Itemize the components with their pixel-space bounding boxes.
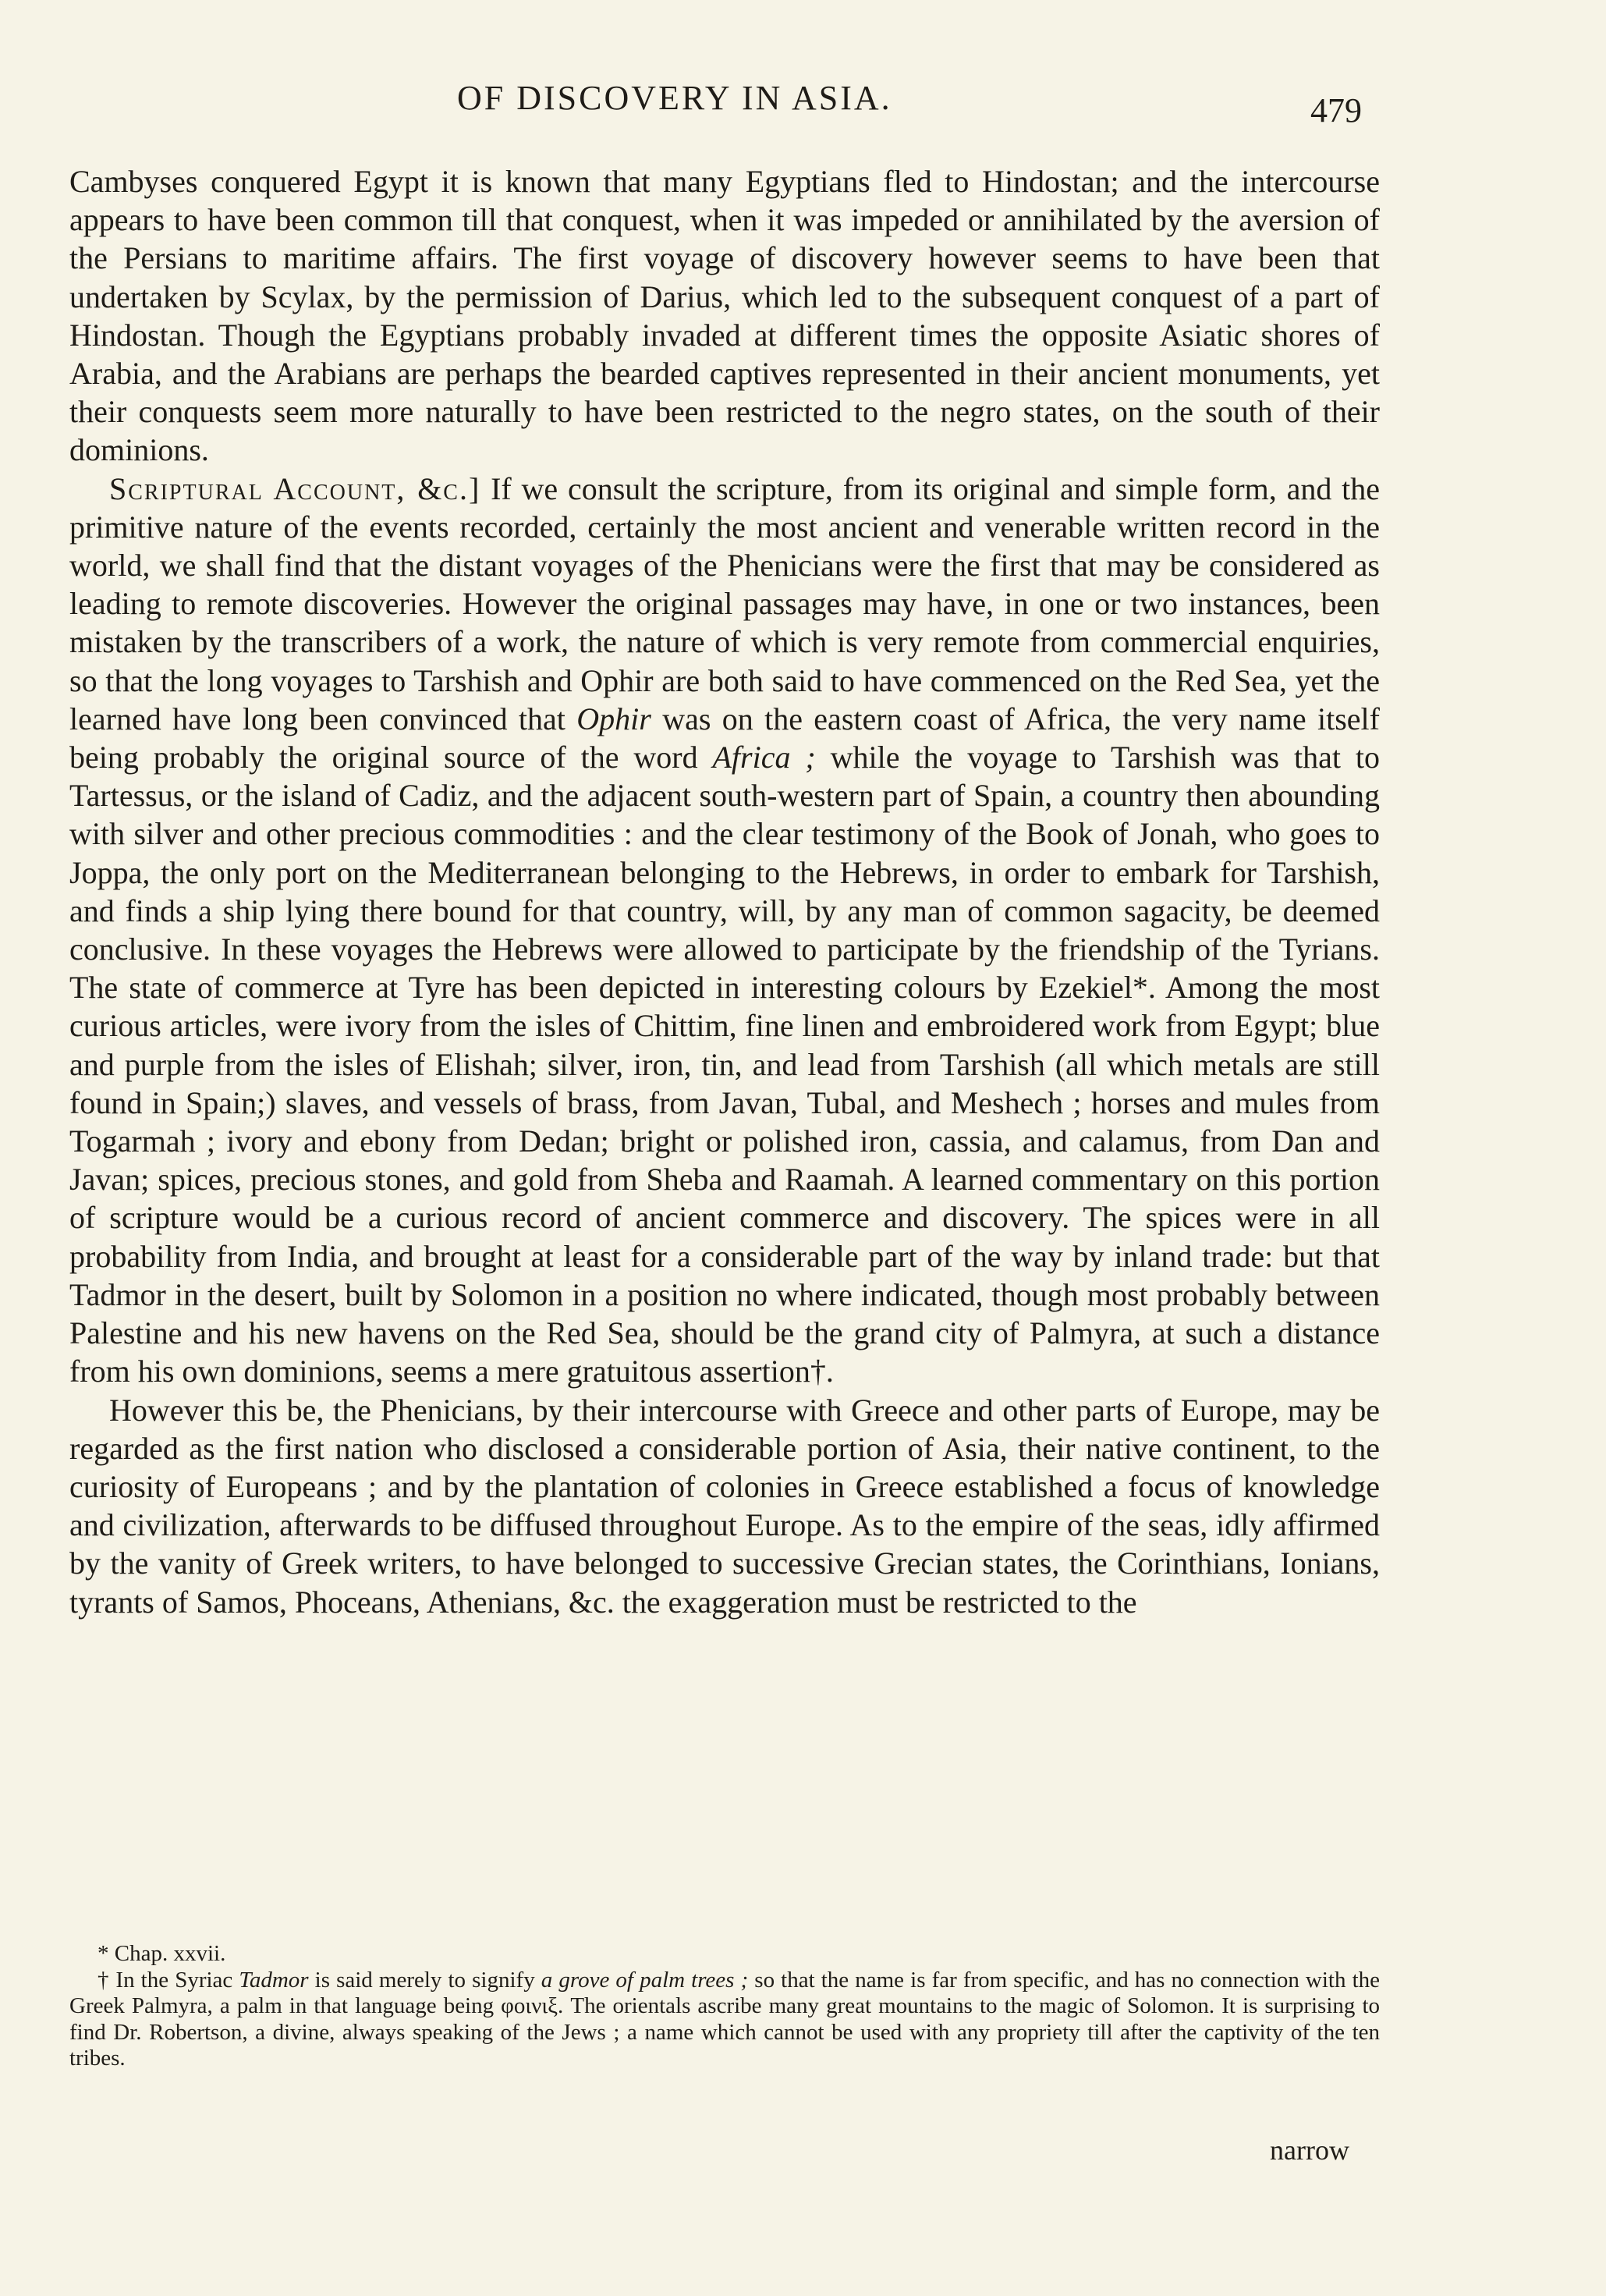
section-heading: Scriptural Account, &c.] <box>109 470 481 506</box>
footnote-chap: * Chap. xxvii. <box>97 1941 226 1966</box>
running-title: OF DISCOVERY IN ASIA. <box>457 79 892 117</box>
footnote-text-part: so that the name is far from specific, and has no connection with the Greek Palmyra, a palm in that language being φοινιξ. The orientals ascribe many great mountains to the magic of Solomon. It is surprising to find Dr. Robertson, a divine, always speaking of the Jews ; a name which cannot be used with any propriety till after the captivity of the ten tribes. <box>69 1967 1381 2071</box>
italic-term-tadmor: Tadmor <box>239 1967 309 1993</box>
paragraph-phenicians: However this be, the Phenicians, by their intercourse with Greece and other parts of Europe, may be regarded as the first nation who disclosed a considerable portion of Asia, their native continent, to the curiosity of Europeans ; and by the plantation of colonies in Greece established a focus of knowledge and civilization, afterwards to be diffused throughout Europe. As to the empire of the seas, idly affirmed by the vanity of Greek writers, to have belonged to successive Grecian states, the Corinthians, Ionians, tyrants of Samos, Phoceans, Athenians, &c. the exaggeration must be restricted to the <box>69 1392 1380 1620</box>
footnote-text-part: † In the Syriac <box>97 1967 239 1993</box>
page-number: 479 <box>1310 91 1362 130</box>
italic-term-ophir: Ophir <box>576 701 651 736</box>
italic-term-africa: Africa ; <box>712 740 816 775</box>
body-text <box>69 162 1380 1621</box>
paragraph-egypt: Cambyses conquered Egypt it is known that many Egyptians fled to Hindostan; and the intercourse appears to have been common till that conquest, when it was impeded or annihilated by the aversion of the Persians to maritime affairs. The first voyage of discovery however seems to have been that undertaken by Scylax, by the permission of Darius, which led to the subsequent conquest of a part of Hindostan. Though the Egyptians probably invaded at different times the opposite Asiatic shores of Arabia, and the Arabians are perhaps the bearded captives represented in their ancient monuments, yet their conquests seem more naturally to have been restricted to the negro states, on the south of their dominions. <box>69 164 1380 468</box>
footnotes <box>69 1941 1380 2072</box>
paragraph-scriptural-account <box>69 470 1380 1391</box>
paragraph-text-part: If we consult the scripture, from its original and simple form, and the primitive nature of the events recorded, certainly the most ancient and venerable written record in the world, we shall find that the distant voyages of the Phenicians were the first that may be considered as leading to remote discoveries. However the original passages may have, in one or two instances, been mistaken by the transcribers of a work, the nature of which is very remote from commercial enquiries, so that the long voyages to Tarshish and Ophir are both said to have commenced on the Red Sea, yet the learned have long been convinced that <box>69 470 1380 736</box>
italic-phrase-grove: a grove of palm trees ; <box>541 1967 749 1993</box>
footnote-text-part: is said merely to signify <box>308 1967 541 1993</box>
footnote-tadmor <box>69 1968 1380 2072</box>
paragraph-text-part: while the voyage to Tarshish was that to Tartessus, or the island of Cadiz, and the adjacent south-western part of Spain, a country then abounding with silver and other precious commodities : and the clear testimony of the Book of Jonah, who goes to Joppa, the only port on the Mediterranean belonging to the Hebrews, in order to embark for Tarshish, and finds a ship lying there bound for that country, will, by any man of common sagacity, be deemed conclusive. In these voyages the Hebrews were allowed to participate by the friendship of the Tyrians. The state of commerce at Tyre has been depicted in interesting colours by Ezekiel*. Among the most curious articles, were ivory from the isles of Chittim, fine linen and embroidered work from Egypt; blue and purple from the isles of Elishah; silver, iron, tin, and lead from Tarshish (all which metals are still found in Spain;) slaves, and vessels of brass, from Javan, Tubal, and Meshech ; horses and mules from Togarmah ; ivory and ebony from Dedan; bright or polished iron, cassia, and calamus, from Dan and Javan; spices, precious stones, and gold from Sheba and Raamah. A learned commentary on this portion of scripture would be a curious record of ancient commerce and discovery. The spices were in all probability from India, and brought at least for a considerable part of the way by inland trade: but that Tadmor in the desert, built by Solomon in a position no where indicated, though most probably between Palestine and his new havens on the Red Sea, should be the grand city of Palmyra, at such a distance from his own dominions, seems a mere gratuitous assertion†. <box>69 740 1380 1389</box>
paragraph-text-part: was on the eastern coast of Africa, the very name itself being probably the original source of the word <box>69 701 1380 775</box>
catchword: narrow <box>1270 2135 1349 2166</box>
